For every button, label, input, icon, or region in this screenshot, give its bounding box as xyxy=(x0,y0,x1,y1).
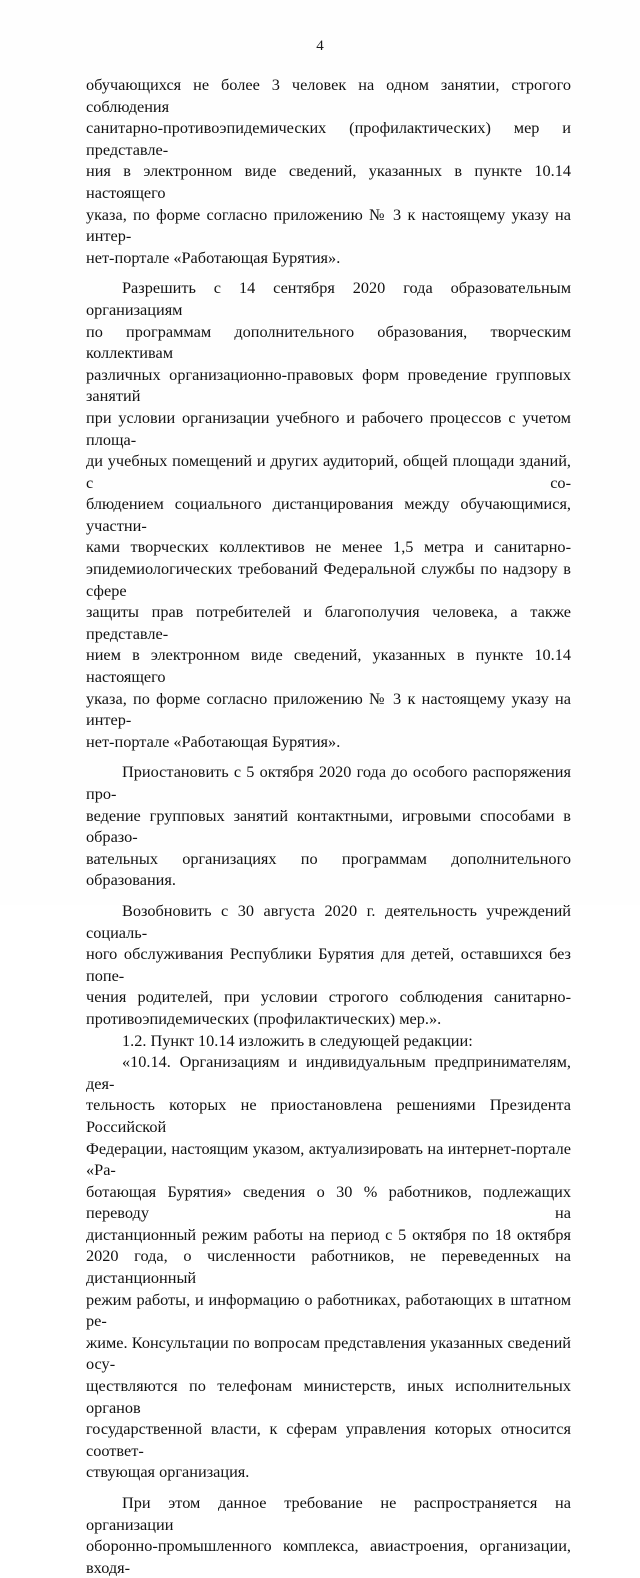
text-line: ведение групповых занятий контактными, игровыми способами в образо- xyxy=(86,805,571,847)
text-line: Разрешить с 14 сентября 2020 года образовательным организациям xyxy=(86,278,571,319)
text-line: ствующая организация. xyxy=(86,1462,250,1482)
text-line: указа, по форме согласно приложению № 3 к настоящему указу на интер- xyxy=(86,688,571,730)
text-line: ботающая Бурятия» сведения о 30 % работников, подлежащих переводу на xyxy=(86,1181,571,1223)
text-line: государственной власти, к сферам управления которых относится соответ- xyxy=(86,1419,571,1460)
text-line: нием в электронном виде сведений, указанных в пункте 10.14 настоящего xyxy=(86,645,571,687)
text-line: чения родителей, при условии строгого соблюдения санитарно- xyxy=(86,987,571,1007)
text-line: жиме. Консультации по вопросам представления указанных сведений осу- xyxy=(86,1332,571,1374)
text-line: указа, по форме согласно приложению № 3 к настоящему указу на интер- xyxy=(86,204,571,246)
page-number: 4 xyxy=(316,38,324,54)
text-line: противоэпидемических (профилактических) мер.». xyxy=(86,1008,442,1028)
text-line: При этом данное требование не распространяется на организации xyxy=(86,1493,571,1534)
paragraph-gap xyxy=(86,891,571,900)
text-line: ди учебных помещений и других аудиторий, общей площади зданий, с со- xyxy=(86,451,571,492)
text-line: блюдением социального дистанцирования между обучающимися, участни- xyxy=(86,494,571,535)
text-line: режим работы, и информацию о работниках, работающих в штатном ре- xyxy=(86,1289,571,1331)
text-line: Возобновить с 30 августа 2020 г. деятельность учреждений социаль- xyxy=(86,900,571,942)
text-line: 1.2. Пункт 10.14 изложить в следующей редакции: xyxy=(122,1030,473,1050)
paragraph-gap xyxy=(86,268,571,277)
paragraph-gap xyxy=(86,752,571,761)
text-line: нет-портале «Работающая Бурятия». xyxy=(86,247,341,267)
text-line: Федерации, настоящим указом, актуализировать на интернет-портале «Ра- xyxy=(86,1138,571,1180)
text-line: нет-портале «Работающая Бурятия». xyxy=(86,731,341,751)
text-line: различных организационно-правовых форм проведение групповых занятий xyxy=(86,364,571,406)
text-line: ния в электронном виде сведений, указанных в пункте 10.14 настоящего xyxy=(86,161,571,202)
text-line: оборонно-промышленного комплекса, авиастроения, организации, входя- xyxy=(86,1536,571,1577)
text-line: ществляются по телефонам министерств, иных исполнительных органов xyxy=(86,1376,571,1417)
text-line: при условии организации учебного и рабочего процессов с учетом площа- xyxy=(86,407,571,449)
text-line: тельность которых не приостановлена решениями Президента Российской xyxy=(86,1095,571,1136)
text-line: ного обслуживания Республики Бурятия для детей, оставшихся без попе- xyxy=(86,944,571,985)
text-line: 2020 года, о численности работников, не переведенных на дистанционный xyxy=(86,1246,571,1288)
document-body xyxy=(86,74,571,1578)
text-line: по программам дополнительного образования, творческим коллективам xyxy=(86,321,571,363)
text-line: дистанционный режим работы на период с 5 октября по 18 октября xyxy=(86,1224,571,1244)
text-line: Приостановить с 5 октября 2020 года до особого распоряжения про- xyxy=(86,762,571,803)
text-line: «10.14. Организациям и индивидуальным предпринимателям, дея- xyxy=(86,1052,571,1093)
paragraph-gap xyxy=(86,1483,571,1492)
text-line: ками творческих коллективов не менее 1,5 метра и санитарно- xyxy=(86,537,571,557)
text-line: вательных организациях по программам дополнительного образования. xyxy=(86,848,571,890)
text-line: санитарно-противоэпидемических (профилактических) мер и представле- xyxy=(86,118,571,159)
text-line: обучающихся не более 3 человек на одном занятии, строгого соблюдения xyxy=(86,75,571,116)
text-line: эпидемиологических требований Федеральной службы по надзору в сфере xyxy=(86,559,571,600)
text-line: защиты прав потребителей и благополучия человека, а также представле- xyxy=(86,602,571,643)
